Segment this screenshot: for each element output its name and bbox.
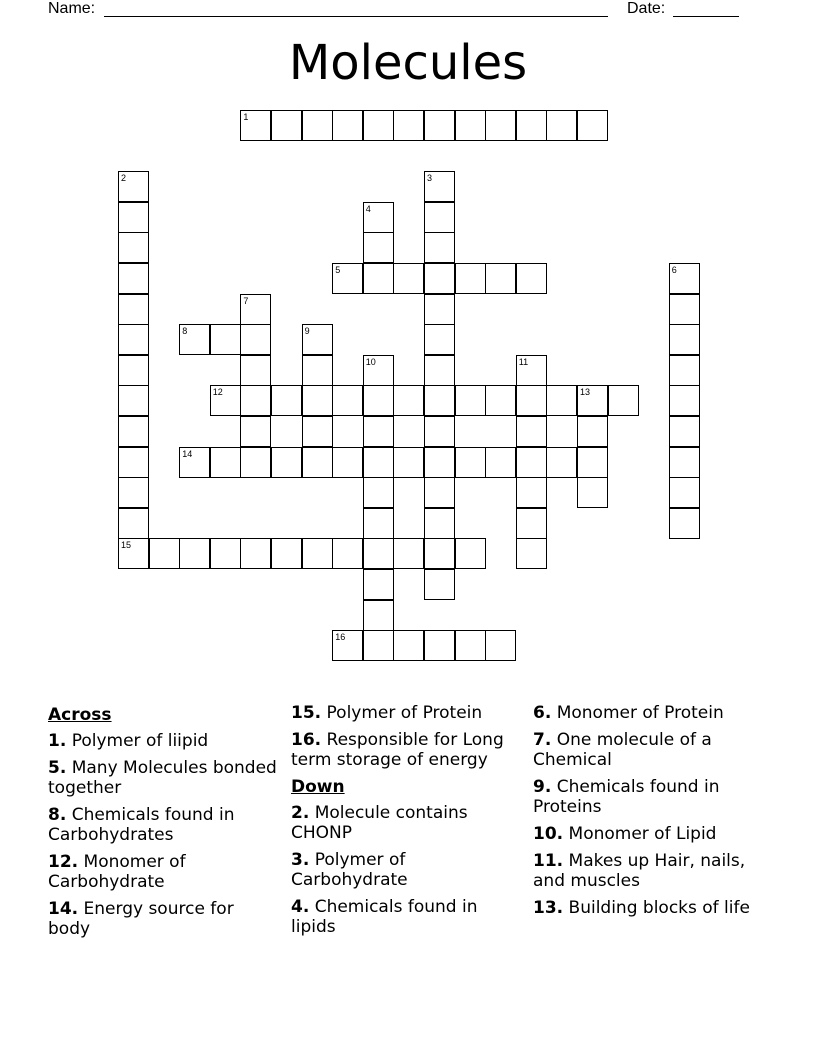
grid-cell[interactable] bbox=[240, 355, 271, 386]
grid-cell[interactable] bbox=[669, 447, 700, 478]
clue-number: 1 bbox=[243, 112, 249, 122]
grid-cell[interactable] bbox=[546, 447, 577, 478]
clue-number: 11 bbox=[518, 356, 529, 367]
page-title: Molecules bbox=[288, 35, 528, 91]
grid-cell[interactable] bbox=[577, 416, 608, 447]
clue-down-3: 3. Polymer of Carbohydrate bbox=[291, 850, 408, 890]
grid-cell[interactable] bbox=[669, 324, 700, 355]
grid-cell[interactable] bbox=[118, 538, 149, 569]
grid-cell[interactable] bbox=[485, 630, 516, 661]
grid-cell[interactable] bbox=[179, 447, 210, 478]
clue-number: 5 bbox=[335, 265, 341, 275]
grid-cell[interactable] bbox=[485, 110, 516, 141]
grid-cell[interactable] bbox=[302, 324, 333, 355]
grid-cell[interactable] bbox=[393, 110, 424, 141]
clue-down-4: 4. Chemicals found in lipids bbox=[291, 897, 478, 937]
clue-number: 15 bbox=[121, 540, 132, 551]
grid-cell[interactable] bbox=[302, 447, 333, 478]
grid-cell[interactable] bbox=[393, 263, 424, 294]
grid-cell[interactable] bbox=[516, 263, 547, 294]
grid-cell[interactable] bbox=[118, 202, 149, 233]
grid-cell[interactable] bbox=[363, 600, 394, 631]
clue-number: 3 bbox=[427, 173, 433, 184]
grid-cell[interactable] bbox=[271, 385, 302, 416]
grid-cell[interactable] bbox=[577, 385, 608, 416]
clue-number: 16 bbox=[335, 632, 346, 643]
grid-cell[interactable] bbox=[210, 324, 241, 355]
clue-down-2: 2. Molecule contains CHONP bbox=[291, 803, 468, 843]
grid-cell[interactable] bbox=[424, 477, 455, 508]
grid-cell[interactable] bbox=[118, 416, 149, 447]
clue-down-9: 9. Chemicals found in Proteins bbox=[533, 777, 720, 817]
grid-cell[interactable] bbox=[455, 538, 486, 569]
grid-cell[interactable] bbox=[424, 385, 455, 416]
grid-cell[interactable] bbox=[485, 385, 516, 416]
clue-column-2 bbox=[291, 703, 521, 944]
grid-cell[interactable] bbox=[332, 630, 363, 661]
grid-cell[interactable] bbox=[118, 294, 149, 325]
grid-cell[interactable] bbox=[424, 569, 455, 600]
clue-across-8: 8. Chemicals found in Carbohydrates bbox=[48, 805, 235, 845]
grid-cell[interactable] bbox=[577, 110, 608, 141]
grid-cell[interactable] bbox=[669, 263, 700, 294]
grid-cell[interactable] bbox=[424, 263, 455, 294]
grid-cell[interactable] bbox=[363, 508, 394, 539]
grid-cell[interactable] bbox=[118, 232, 149, 263]
grid-cell[interactable] bbox=[240, 110, 271, 141]
grid-cell[interactable] bbox=[669, 477, 700, 508]
grid-cell[interactable] bbox=[455, 263, 486, 294]
grid-cell[interactable] bbox=[577, 447, 608, 478]
grid-cell[interactable] bbox=[240, 447, 271, 478]
grid-cell[interactable] bbox=[546, 110, 577, 141]
grid-cell[interactable] bbox=[363, 477, 394, 508]
grid-cell[interactable] bbox=[363, 263, 394, 294]
grid-cell[interactable] bbox=[455, 447, 486, 478]
grid-cell[interactable] bbox=[363, 385, 394, 416]
grid-cell[interactable] bbox=[240, 416, 271, 447]
grid-cell[interactable] bbox=[424, 538, 455, 569]
grid-cell[interactable] bbox=[302, 110, 333, 141]
grid-cell[interactable] bbox=[516, 538, 547, 569]
grid-cell[interactable] bbox=[363, 232, 394, 263]
grid-cell[interactable] bbox=[424, 416, 455, 447]
grid-cell[interactable] bbox=[271, 110, 302, 141]
grid-cell[interactable] bbox=[516, 355, 547, 386]
grid-cell[interactable] bbox=[118, 263, 149, 294]
grid-cell[interactable] bbox=[669, 355, 700, 386]
grid-cell[interactable] bbox=[210, 447, 241, 478]
down-heading: Down bbox=[291, 777, 345, 797]
grid-cell[interactable] bbox=[424, 630, 455, 661]
clue-number: 2 bbox=[121, 173, 127, 184]
grid-cell[interactable] bbox=[363, 569, 394, 600]
grid-cell[interactable] bbox=[118, 324, 149, 355]
grid-cell[interactable] bbox=[608, 385, 639, 416]
grid-cell[interactable] bbox=[516, 110, 547, 141]
grid-cell[interactable] bbox=[240, 385, 271, 416]
grid-cell[interactable] bbox=[210, 385, 241, 416]
grid-cell[interactable] bbox=[363, 416, 394, 447]
grid-cell[interactable] bbox=[118, 477, 149, 508]
grid-cell[interactable] bbox=[271, 447, 302, 478]
grid-cell[interactable] bbox=[669, 508, 700, 539]
name-label: Name: bbox=[48, 0, 96, 17]
clue-down-11: 11. Makes up Hair, nails, and muscles bbox=[533, 851, 746, 891]
grid-cell[interactable] bbox=[393, 385, 424, 416]
grid-cell[interactable] bbox=[332, 263, 363, 294]
grid-cell[interactable] bbox=[240, 294, 271, 325]
grid-cell[interactable] bbox=[455, 110, 486, 141]
grid-cell[interactable] bbox=[485, 263, 516, 294]
clue-down-10: 10. Monomer of Lipid bbox=[533, 824, 717, 844]
grid-cell[interactable] bbox=[455, 630, 486, 661]
grid-cell[interactable] bbox=[363, 630, 394, 661]
grid-cell[interactable] bbox=[179, 324, 210, 355]
grid-cell[interactable] bbox=[118, 447, 149, 478]
grid-cell[interactable] bbox=[424, 447, 455, 478]
grid-cell[interactable] bbox=[516, 447, 547, 478]
grid-cell[interactable] bbox=[424, 232, 455, 263]
clue-number: 10 bbox=[365, 356, 376, 367]
grid-cell[interactable] bbox=[577, 477, 608, 508]
grid-cell[interactable] bbox=[424, 110, 455, 141]
grid-cell[interactable] bbox=[302, 538, 333, 569]
clue-across-16: 16. Responsible for Long term storage of energy bbox=[291, 730, 504, 770]
grid-cell[interactable] bbox=[179, 538, 210, 569]
date-label: Date: bbox=[627, 0, 666, 17]
grid-cell[interactable] bbox=[240, 538, 271, 569]
grid-cell[interactable] bbox=[669, 385, 700, 416]
clue-number: 9 bbox=[304, 326, 310, 337]
grid-cell[interactable] bbox=[393, 538, 424, 569]
clue-number: 12 bbox=[212, 387, 223, 398]
grid-cell[interactable] bbox=[455, 385, 486, 416]
clue-down-13: 13. Building blocks of life bbox=[533, 898, 750, 918]
clue-column-3 bbox=[533, 703, 763, 925]
across-heading: Across bbox=[48, 705, 112, 725]
grid-cell[interactable] bbox=[393, 447, 424, 478]
grid-cell[interactable] bbox=[516, 385, 547, 416]
grid-cell[interactable] bbox=[424, 202, 455, 233]
grid-cell[interactable] bbox=[363, 447, 394, 478]
grid-cell[interactable] bbox=[516, 416, 547, 447]
grid-cell[interactable] bbox=[424, 324, 455, 355]
grid-cell[interactable] bbox=[546, 385, 577, 416]
grid-cell[interactable] bbox=[363, 538, 394, 569]
grid-cell[interactable] bbox=[424, 294, 455, 325]
grid-cell[interactable] bbox=[118, 508, 149, 539]
grid-cell[interactable] bbox=[118, 355, 149, 386]
grid-cell[interactable] bbox=[210, 538, 241, 569]
grid-cell[interactable] bbox=[302, 385, 333, 416]
grid-cell[interactable] bbox=[302, 416, 333, 447]
grid-cell[interactable] bbox=[669, 294, 700, 325]
grid-cell[interactable] bbox=[271, 538, 302, 569]
clue-number: 8 bbox=[182, 326, 188, 337]
clue-down-6: 6. Monomer of Protein bbox=[533, 703, 724, 723]
grid-cell[interactable] bbox=[332, 110, 363, 141]
grid-cell[interactable] bbox=[393, 630, 424, 661]
grid-cell[interactable] bbox=[516, 508, 547, 539]
grid-cell[interactable] bbox=[669, 416, 700, 447]
grid-cell[interactable] bbox=[240, 324, 271, 355]
clue-across-5: 5. Many Molecules bonded together bbox=[48, 758, 277, 798]
grid-cell[interactable] bbox=[332, 447, 363, 478]
grid-cell[interactable] bbox=[302, 355, 333, 386]
clue-down-7: 7. One molecule of a Chemical bbox=[533, 730, 712, 770]
grid-cell[interactable] bbox=[424, 508, 455, 539]
grid-cell[interactable] bbox=[424, 355, 455, 386]
clue-across-15: 15. Polymer of Protein bbox=[291, 703, 483, 723]
grid-cell[interactable] bbox=[332, 385, 363, 416]
grid-cell[interactable] bbox=[424, 171, 455, 202]
clue-across-14: 14. Energy source for body bbox=[48, 899, 234, 939]
clue-across-12: 12. Monomer of Carbohydrate bbox=[48, 852, 186, 892]
clue-column-1 bbox=[48, 703, 278, 946]
clue-number: 13 bbox=[580, 387, 591, 398]
grid-cell[interactable] bbox=[363, 355, 394, 386]
grid-cell[interactable] bbox=[149, 538, 180, 569]
grid-cell[interactable] bbox=[363, 202, 394, 233]
grid-cell[interactable] bbox=[118, 171, 149, 202]
grid-cell[interactable] bbox=[363, 110, 394, 141]
grid-cell[interactable] bbox=[332, 538, 363, 569]
grid-cell[interactable] bbox=[485, 447, 516, 478]
clue-across-1: 1. Polymer of liipid bbox=[48, 731, 209, 751]
grid-cell[interactable] bbox=[118, 385, 149, 416]
clue-number: 4 bbox=[365, 203, 371, 214]
clue-number: 14 bbox=[182, 448, 193, 459]
clue-number: 7 bbox=[243, 295, 249, 306]
clue-number: 6 bbox=[671, 265, 677, 275]
grid-cell[interactable] bbox=[516, 477, 547, 508]
